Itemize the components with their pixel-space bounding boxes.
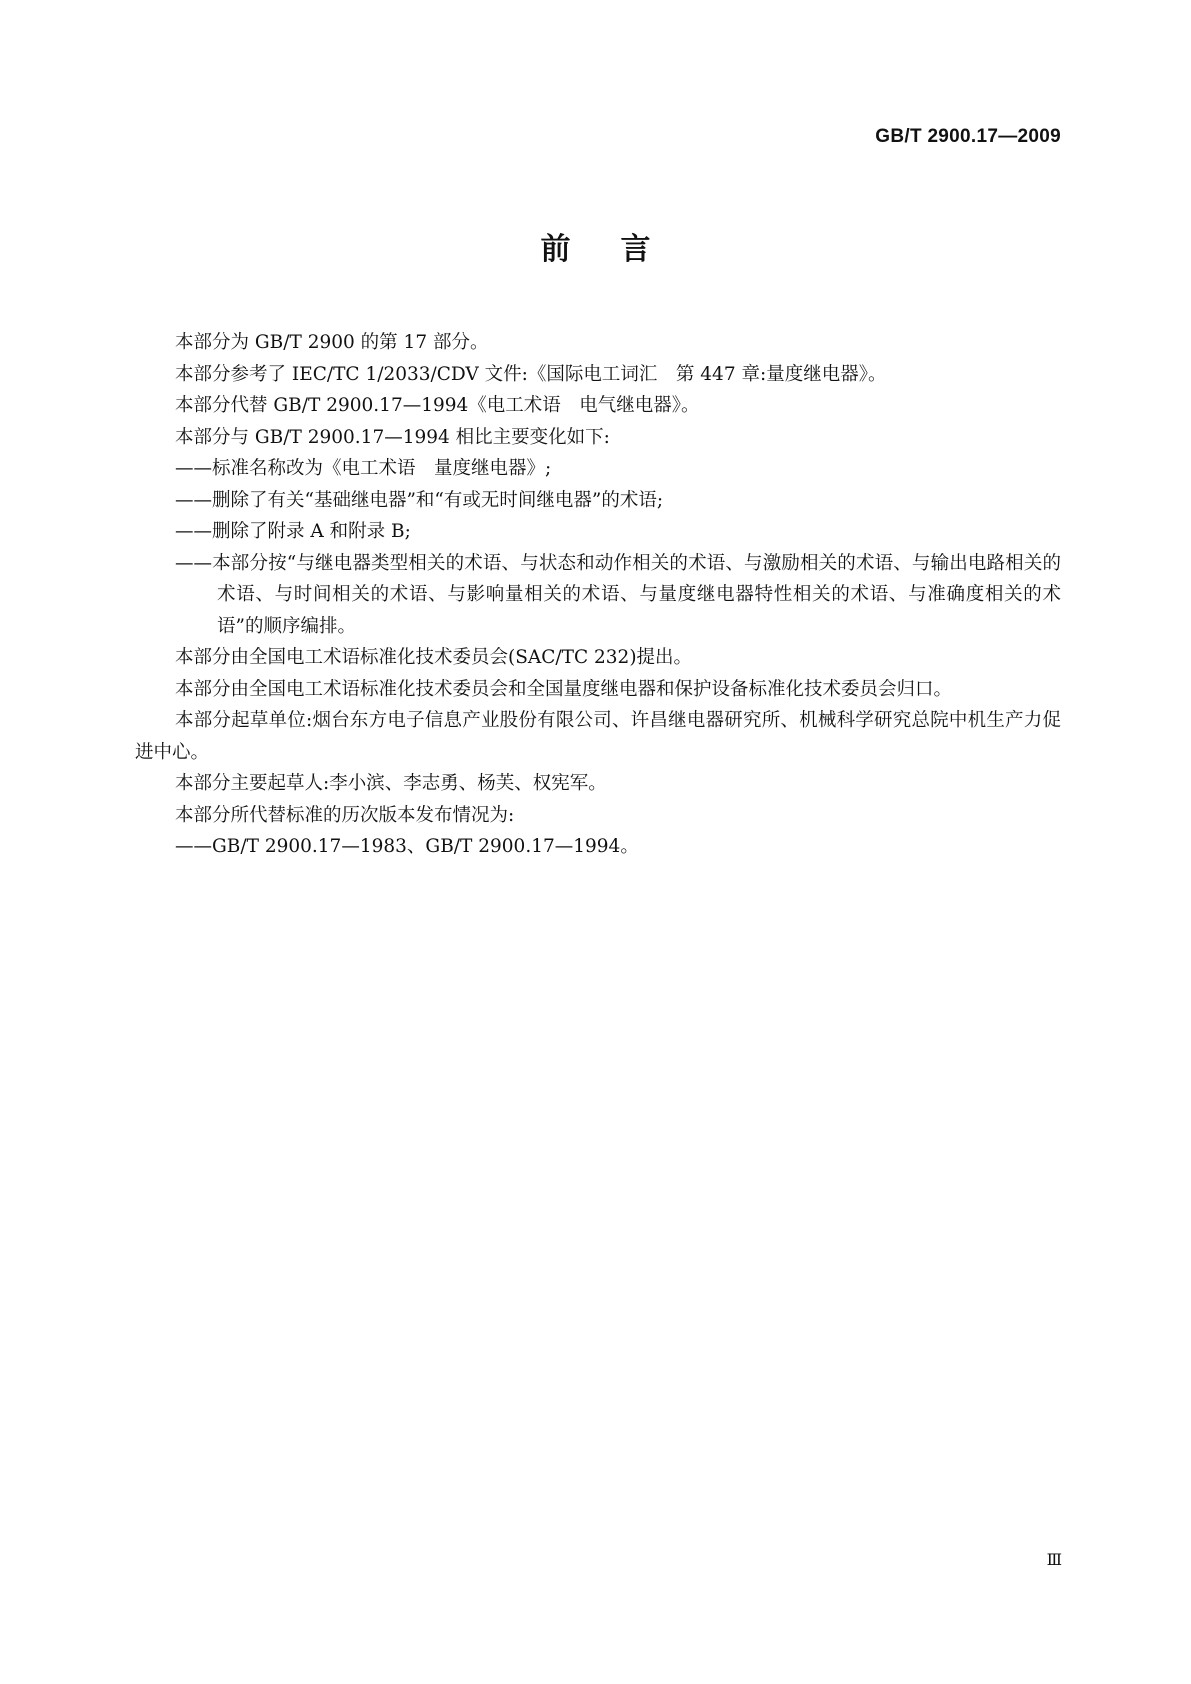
paragraph-replaces: 本部分代替 GB/T 2900.17—1994《电工术语 电气继电器》。 <box>175 395 700 416</box>
list-item-rename: ——标准名称改为《电工术语 量度继电器》; <box>175 458 552 479</box>
paragraph-centralized-by: 本部分由全国电工术语标准化技术委员会和全国量度继电器和保护设备标准化技术委员会归口。 <box>175 678 953 700</box>
list-item-deleted-annex: ——删除了附录 A 和附录 B; <box>175 521 411 542</box>
paragraph-previous-editions: 本部分所代替标准的历次版本发布情况为: <box>175 804 515 826</box>
list-item-previous-editions: ——GB/T 2900.17—1983、GB/T 2900.17—1994。 <box>175 836 639 857</box>
paragraph-proposed-by: 本部分由全国电工术语标准化技术委员会(SAC/TC 232)提出。 <box>175 647 693 668</box>
paragraph-changes-intro: 本部分与 GB/T 2900.17—1994 相比主要变化如下: <box>175 426 610 448</box>
paragraph-part-number: 本部分为 GB/T 2900 的第 17 部分。 <box>175 332 489 353</box>
page-number: Ⅲ <box>1046 1550 1061 1569</box>
document-body <box>135 327 1061 863</box>
standard-code: GB/T 2900.17—2009 <box>875 126 1061 147</box>
list-item-deleted-terms: ——删除了有关“基础继电器”和“有或无时间继电器”的术语; <box>175 489 664 511</box>
list-item-order: ——本部分按“与继电器类型相关的术语、与状态和动作相关的术语、与激励相关的术语、与输出电路相关的术语、与时间相关的术语、与影响量相关的术语、与量度继电器特性相关的术语、与准确度相关的术语”的顺序编排。 <box>175 552 1061 637</box>
paragraph-drafting-units: 本部分起草单位:烟台东方电子信息产业股份有限公司、许昌继电器研究所、机械科学研究总院中机生产力促进中心。 <box>135 710 1061 763</box>
page-title: 前言 <box>540 232 701 267</box>
paragraph-reference: 本部分参考了 IEC/TC 1/2033/CDV 文件:《国际电工词汇 第 447 章:量度继电器》。 <box>175 363 887 385</box>
paragraph-drafters: 本部分主要起草人:李小滨、李志勇、杨芙、权宪军。 <box>175 773 607 794</box>
